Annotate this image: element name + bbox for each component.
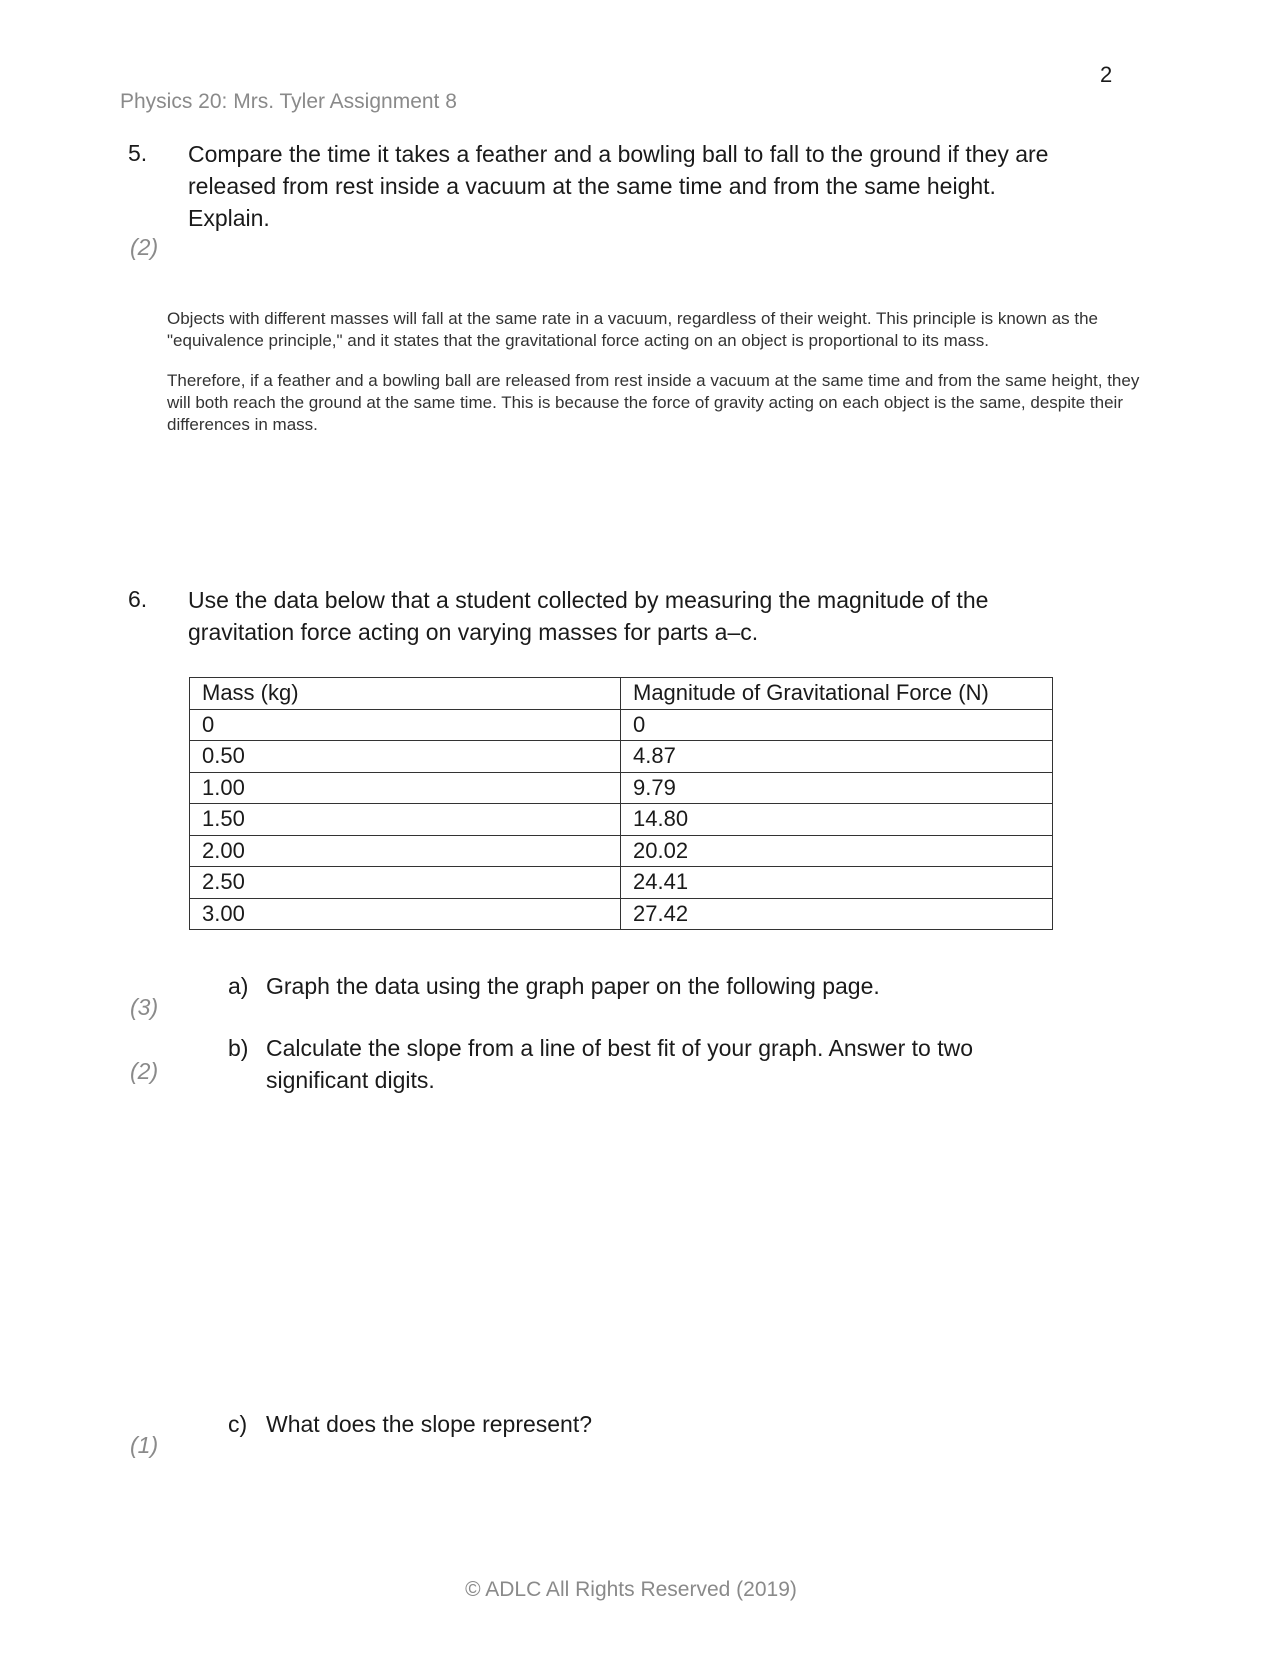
question-5-number: 5. xyxy=(128,140,148,166)
part-c xyxy=(228,1408,1046,1440)
part-a-text: Graph the data using the graph paper on the following page. xyxy=(266,973,880,999)
mass-cell: 2.50 xyxy=(190,867,621,899)
force-cell: 27.42 xyxy=(621,898,1053,930)
force-cell: 14.80 xyxy=(621,804,1053,836)
table-row xyxy=(190,835,1053,867)
question-5-answer xyxy=(167,308,1167,454)
document-header: Physics 20: Mrs. Tyler Assignment 8 xyxy=(120,90,457,113)
mass-cell: 0 xyxy=(190,709,621,741)
table-row xyxy=(190,741,1053,773)
mass-cell: 3.00 xyxy=(190,898,621,930)
part-c-marks: (1) xyxy=(130,1432,159,1458)
force-cell: 24.41 xyxy=(621,867,1053,899)
question-6-number: 6. xyxy=(128,586,148,612)
question-5-text: Compare the time it takes a feather and a bowling ball to fall to the ground if they are released from rest inside a vacuum at the same time and from the same height. Explain. xyxy=(188,141,1049,231)
question-6-text: Use the data below that a student collected by measuring the magnitude of the gravitation force acting on varying masses for parts a–c. xyxy=(188,587,989,645)
answer-paragraph-2: Therefore, if a feather and a bowling ball are released from rest inside a vacuum at the same time and from the same height, they will both reach the ground at the same time. This is because the force of gravity acting on each object is the same, despite their differences in mass. xyxy=(167,371,1140,434)
table-row xyxy=(190,867,1053,899)
force-cell: 0 xyxy=(621,709,1053,741)
force-cell: 9.79 xyxy=(621,772,1053,804)
table-row xyxy=(190,709,1053,741)
table-header-row xyxy=(190,678,1053,710)
part-c-label: c) xyxy=(228,1411,248,1437)
column-header-force: Magnitude of Gravitational Force (N) xyxy=(621,678,1053,710)
part-b-text: Calculate the slope from a line of best fit of your graph. Answer to two significant digits. xyxy=(266,1035,973,1093)
mass-cell: 1.50 xyxy=(190,804,621,836)
column-header-mass: Mass (kg) xyxy=(190,678,621,710)
part-b xyxy=(228,1032,1046,1096)
part-a-label: a) xyxy=(228,973,249,999)
table-row xyxy=(190,804,1053,836)
part-b-marks: (2) xyxy=(130,1058,159,1084)
part-a-marks: (3) xyxy=(130,994,159,1020)
force-cell: 20.02 xyxy=(621,835,1053,867)
table-row xyxy=(190,772,1053,804)
part-a xyxy=(228,970,1046,1002)
force-cell: 4.87 xyxy=(621,741,1053,773)
data-table xyxy=(189,677,1053,930)
page-number: 2 xyxy=(1100,62,1113,87)
question-5-marks: (2) xyxy=(130,234,159,260)
copyright-footer: © ADLC All Rights Reserved (2019) xyxy=(465,1578,797,1601)
part-c-text: What does the slope represent? xyxy=(266,1411,593,1437)
part-b-label: b) xyxy=(228,1035,249,1061)
mass-cell: 2.00 xyxy=(190,835,621,867)
mass-cell: 1.00 xyxy=(190,772,621,804)
table-row xyxy=(190,898,1053,930)
answer-paragraph-1: Objects with different masses will fall at the same rate in a vacuum, regardless of their weight. This principle is known as the "equivalence principle," and it states that the gravitational force acting on an object is proportional to its mass. xyxy=(167,309,1099,350)
mass-cell: 0.50 xyxy=(190,741,621,773)
